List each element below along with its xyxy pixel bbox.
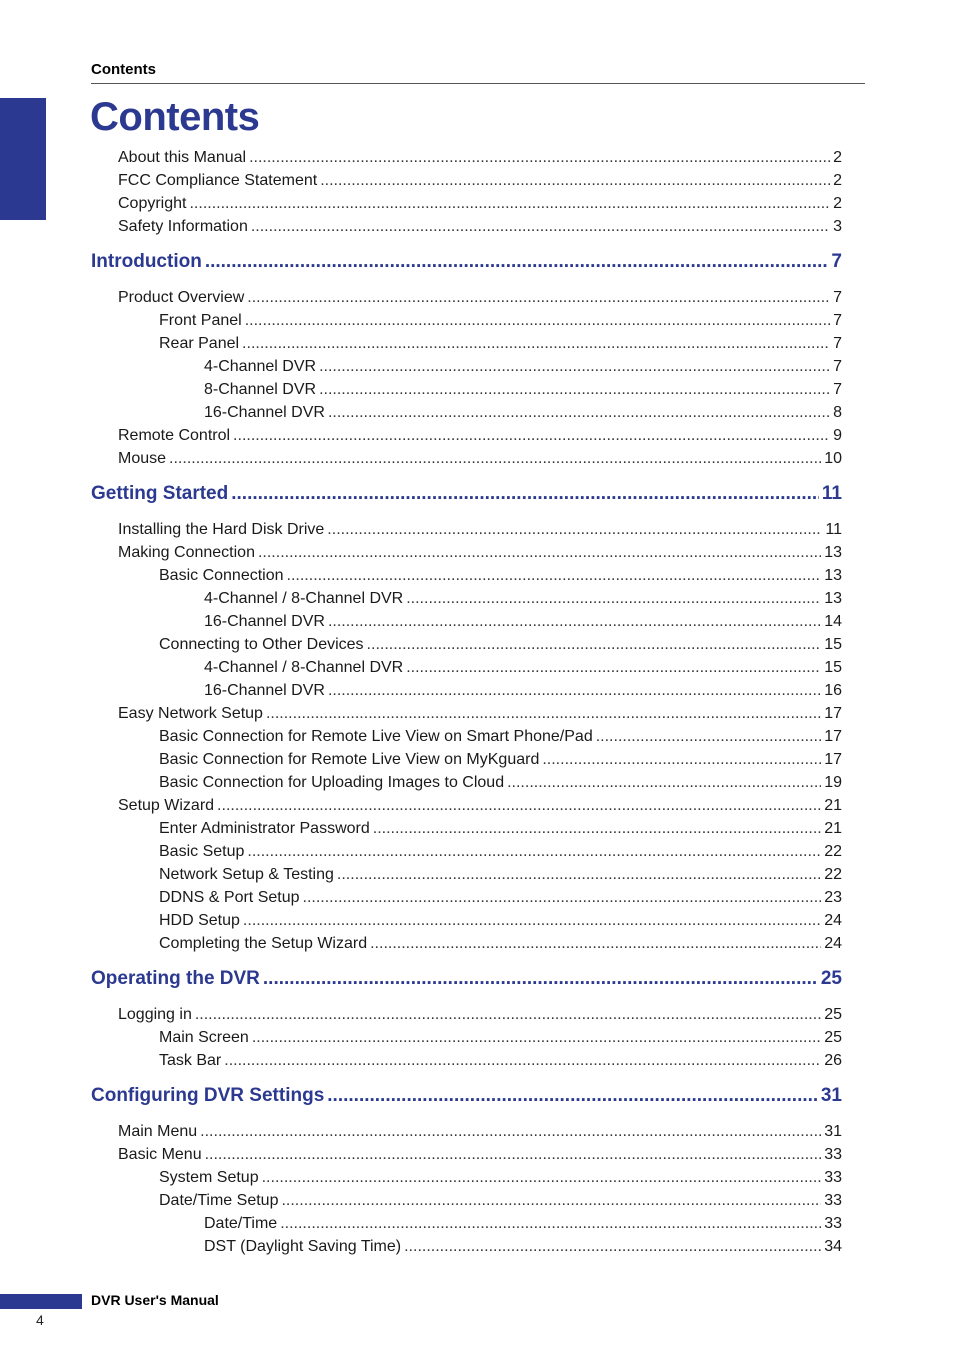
toc-dot-leader	[370, 933, 821, 955]
toc-entry-page: 21	[824, 820, 842, 837]
toc-dot-leader	[251, 216, 830, 238]
toc-entry-title: 16-Channel DVR	[204, 682, 325, 699]
toc-entry-page: 21	[824, 797, 842, 814]
toc-entry-page: 33	[824, 1169, 842, 1186]
toc-dot-leader	[189, 193, 830, 215]
toc-dot-leader	[233, 425, 830, 447]
toc-dot-leader	[319, 379, 830, 401]
toc-entry-page: 15	[824, 636, 842, 653]
toc-dot-leader	[249, 147, 830, 169]
toc-entry[interactable]	[159, 726, 842, 748]
toc-entry[interactable]	[159, 818, 842, 840]
toc-entry-page: 9	[833, 427, 842, 444]
toc-entry-page: 26	[824, 1052, 842, 1069]
toc-entry-page: 2	[833, 149, 842, 166]
toc-dot-leader	[266, 703, 821, 725]
toc-dot-leader	[247, 841, 821, 863]
toc-dot-leader	[245, 310, 830, 332]
toc-entry-page: 7	[831, 251, 842, 272]
toc-entry[interactable]	[204, 356, 842, 378]
toc-entry-title: Basic Connection for Uploading Images to Cloud	[159, 774, 505, 791]
toc-entry-page: 2	[833, 172, 842, 189]
toc-entry-title: 4-Channel / 8-Channel DVR	[204, 590, 404, 607]
toc-entry-page: 31	[824, 1123, 842, 1140]
toc-dot-leader	[373, 818, 821, 840]
toc-entry[interactable]	[118, 216, 842, 238]
toc-entry[interactable]	[118, 519, 842, 541]
toc-dot-leader	[328, 402, 830, 424]
language-tab-label: ENGLISH	[14, 220, 32, 294]
toc-entry-title: Mouse	[118, 450, 167, 467]
toc-entry-page: 7	[833, 381, 842, 398]
toc-entry[interactable]	[159, 565, 842, 587]
toc-entry-page: 7	[833, 358, 842, 375]
toc-dot-leader	[205, 249, 829, 275]
toc-entry-page: 8	[833, 404, 842, 421]
toc-entry[interactable]	[204, 1236, 842, 1258]
toc-dot-leader	[404, 1236, 821, 1258]
toc-entry-page: 13	[824, 590, 842, 607]
toc-entry-page: 19	[824, 774, 842, 791]
toc-entry-title: Configuring DVR Settings	[91, 1085, 325, 1106]
toc-entry[interactable]	[118, 287, 842, 309]
toc-dot-leader	[169, 448, 821, 470]
toc-chapter-entry[interactable]	[91, 249, 842, 275]
footer-label: DVR User's Manual	[91, 1292, 219, 1308]
toc-dot-leader	[262, 1167, 822, 1189]
toc-dot-leader	[247, 287, 830, 309]
toc-entry-page: 23	[824, 889, 842, 906]
toc-entry-page: 25	[824, 1006, 842, 1023]
toc-dot-leader	[507, 772, 821, 794]
toc-entry-page: 31	[820, 1085, 842, 1106]
toc-entry-title: Basic Setup	[159, 843, 245, 860]
toc-entry-title: About this Manual	[118, 149, 247, 166]
toc-entry-page: 14	[824, 613, 842, 630]
toc-entry[interactable]	[159, 333, 842, 355]
toc-dot-leader	[258, 542, 821, 564]
toc-entry[interactable]	[159, 841, 842, 863]
toc-dot-leader	[287, 565, 822, 587]
toc-entry-page: 22	[824, 866, 842, 883]
toc-dot-leader	[406, 657, 821, 679]
toc-entry-page: 15	[824, 659, 842, 676]
toc-dot-leader	[327, 519, 822, 541]
toc-entry-page: 16	[824, 682, 842, 699]
toc-entry-page: 33	[824, 1192, 842, 1209]
toc-entry[interactable]	[118, 425, 842, 447]
toc-entry-title: Product Overview	[118, 289, 245, 306]
toc-entry-page: 10	[824, 450, 842, 467]
toc-entry[interactable]	[204, 402, 842, 424]
toc-entry-page: 13	[824, 544, 842, 561]
page-title: Contents	[90, 95, 260, 139]
toc-dot-leader	[596, 726, 821, 748]
toc-entry-title: Enter Administrator Password	[159, 820, 370, 837]
toc-entry-page: 7	[833, 312, 842, 329]
toc-entry-title: Basic Connection for Remote Live View on MyKguard	[159, 751, 540, 768]
toc-entry-title: System Setup	[159, 1169, 259, 1186]
toc-chapter-entry[interactable]	[91, 966, 842, 992]
toc-entry-title: Introduction	[91, 251, 202, 272]
toc-entry-title: Main Menu	[118, 1123, 198, 1140]
toc-dot-leader	[280, 1213, 821, 1235]
toc-entry-title: Installing the Hard Disk Drive	[118, 521, 325, 538]
toc-dot-leader	[337, 864, 821, 886]
toc-dot-leader	[243, 910, 821, 932]
toc-entry-page: 13	[824, 567, 842, 584]
toc-entry[interactable]	[159, 887, 842, 909]
toc-entry-title: DST (Daylight Saving Time)	[204, 1238, 402, 1255]
toc-entry[interactable]	[159, 772, 842, 794]
toc-dot-leader	[542, 749, 821, 771]
toc-entry-page: 33	[824, 1215, 842, 1232]
toc-entry-page: 25	[824, 1029, 842, 1046]
toc-entry-page: 7	[833, 289, 842, 306]
toc-dot-leader	[252, 1027, 821, 1049]
toc-entry-title: Date/Time	[204, 1215, 278, 1232]
toc-dot-leader	[205, 1144, 822, 1166]
header-label: Contents	[91, 61, 156, 78]
toc-entry-title: Date/Time Setup	[159, 1192, 279, 1209]
toc-entry[interactable]	[204, 588, 842, 610]
toc-entry-page: 17	[824, 728, 842, 745]
toc-dot-leader	[231, 481, 819, 507]
toc-entry[interactable]	[204, 1213, 842, 1235]
toc-entry[interactable]	[118, 147, 842, 169]
toc-entry[interactable]	[118, 448, 842, 470]
toc-entry-page: 17	[824, 705, 842, 722]
toc-chapter-entry[interactable]	[91, 1083, 842, 1109]
toc-entry-title: Completing the Setup Wizard	[159, 935, 368, 952]
toc-entry-title: Task Bar	[159, 1052, 222, 1069]
toc-entry[interactable]	[118, 1121, 842, 1143]
toc-dot-leader	[281, 1190, 821, 1212]
toc-dot-leader	[242, 333, 830, 355]
toc-dot-leader	[319, 356, 830, 378]
toc-entry[interactable]	[159, 1050, 842, 1072]
toc-entry-page: 11	[825, 521, 842, 538]
toc-entry[interactable]	[118, 703, 842, 725]
toc-entry-page: 24	[824, 935, 842, 952]
toc-entry-title: DDNS & Port Setup	[159, 889, 300, 906]
toc-entry[interactable]	[118, 1004, 842, 1026]
toc-entry[interactable]	[204, 680, 842, 702]
toc-entry[interactable]	[159, 1167, 842, 1189]
toc-entry-title: Connecting to Other Devices	[159, 636, 364, 653]
toc-entry[interactable]	[118, 1144, 842, 1166]
toc-entry-title: Network Setup & Testing	[159, 866, 334, 883]
toc-entry-page: 25	[820, 968, 842, 989]
toc-entry-page: 24	[824, 912, 842, 929]
toc-entry-title: 16-Channel DVR	[204, 613, 325, 630]
toc-entry[interactable]	[159, 1027, 842, 1049]
toc-dot-leader	[327, 1083, 818, 1109]
toc-entry-title: Logging in	[118, 1006, 192, 1023]
toc-entry[interactable]	[204, 611, 842, 633]
toc-entry-title: HDD Setup	[159, 912, 240, 929]
toc-entry-page: 22	[824, 843, 842, 860]
toc-dot-leader	[406, 588, 821, 610]
toc-dot-leader	[303, 887, 822, 909]
toc-entry[interactable]	[159, 749, 842, 771]
toc-entry-title: Making Connection	[118, 544, 255, 561]
toc-entry-title: Copyright	[118, 195, 187, 212]
toc-dot-leader	[200, 1121, 821, 1143]
toc-entry-title: Easy Network Setup	[118, 705, 263, 722]
toc-entry[interactable]	[204, 657, 842, 679]
toc-entry-title: 16-Channel DVR	[204, 404, 325, 421]
toc-entry-page: 11	[821, 483, 842, 504]
toc-dot-leader	[195, 1004, 821, 1026]
toc-entry-title: Front Panel	[159, 312, 242, 329]
toc-entry[interactable]	[118, 542, 842, 564]
toc-entry-title: Rear Panel	[159, 335, 240, 352]
footer-bar	[0, 1294, 82, 1309]
toc-chapter-entry[interactable]	[91, 481, 842, 507]
toc-entry-title: 8-Channel DVR	[204, 381, 317, 398]
toc-entry[interactable]	[118, 193, 842, 215]
toc-entry[interactable]	[159, 910, 842, 932]
toc-entry[interactable]	[204, 379, 842, 401]
toc-entry-title: Setup Wizard	[118, 797, 215, 814]
toc-dot-leader	[320, 170, 830, 192]
toc-entry[interactable]	[159, 310, 842, 332]
toc-entry-title: Getting Started	[91, 483, 229, 504]
toc-entry-title: 4-Channel DVR	[204, 358, 317, 375]
toc-entry-page: 33	[824, 1146, 842, 1163]
toc-entry-title: Operating the DVR	[91, 968, 260, 989]
toc-entry-title: FCC Compliance Statement	[118, 172, 318, 189]
toc-entry-page: 2	[833, 195, 842, 212]
toc-dot-leader	[263, 966, 818, 992]
toc-entry[interactable]	[159, 1190, 842, 1212]
toc-entry[interactable]	[118, 170, 842, 192]
toc-dot-leader	[367, 634, 822, 656]
toc-entry-title: Basic Menu	[118, 1146, 202, 1163]
toc-entry-page: 17	[824, 751, 842, 768]
toc-entry-page: 7	[833, 335, 842, 352]
toc-entry-title: Basic Connection	[159, 567, 284, 584]
toc-entry-title: 4-Channel / 8-Channel DVR	[204, 659, 404, 676]
toc-entry[interactable]	[159, 634, 842, 656]
toc-entry-page: 3	[833, 218, 842, 235]
toc-entry-title: Remote Control	[118, 427, 231, 444]
toc-entry-page: 34	[824, 1238, 842, 1255]
toc-dot-leader	[328, 680, 821, 702]
toc-dot-leader	[328, 611, 821, 633]
toc-entry[interactable]	[159, 864, 842, 886]
toc-entry-title: Main Screen	[159, 1029, 249, 1046]
toc-dot-leader	[224, 1050, 821, 1072]
toc-entry-title: Basic Connection for Remote Live View on Smart Phone/Pad	[159, 728, 593, 745]
toc-entry[interactable]	[118, 795, 842, 817]
toc-entry-title: Safety Information	[118, 218, 248, 235]
toc-dot-leader	[217, 795, 821, 817]
page-number: 4	[36, 1312, 44, 1328]
toc-entry[interactable]	[159, 933, 842, 955]
